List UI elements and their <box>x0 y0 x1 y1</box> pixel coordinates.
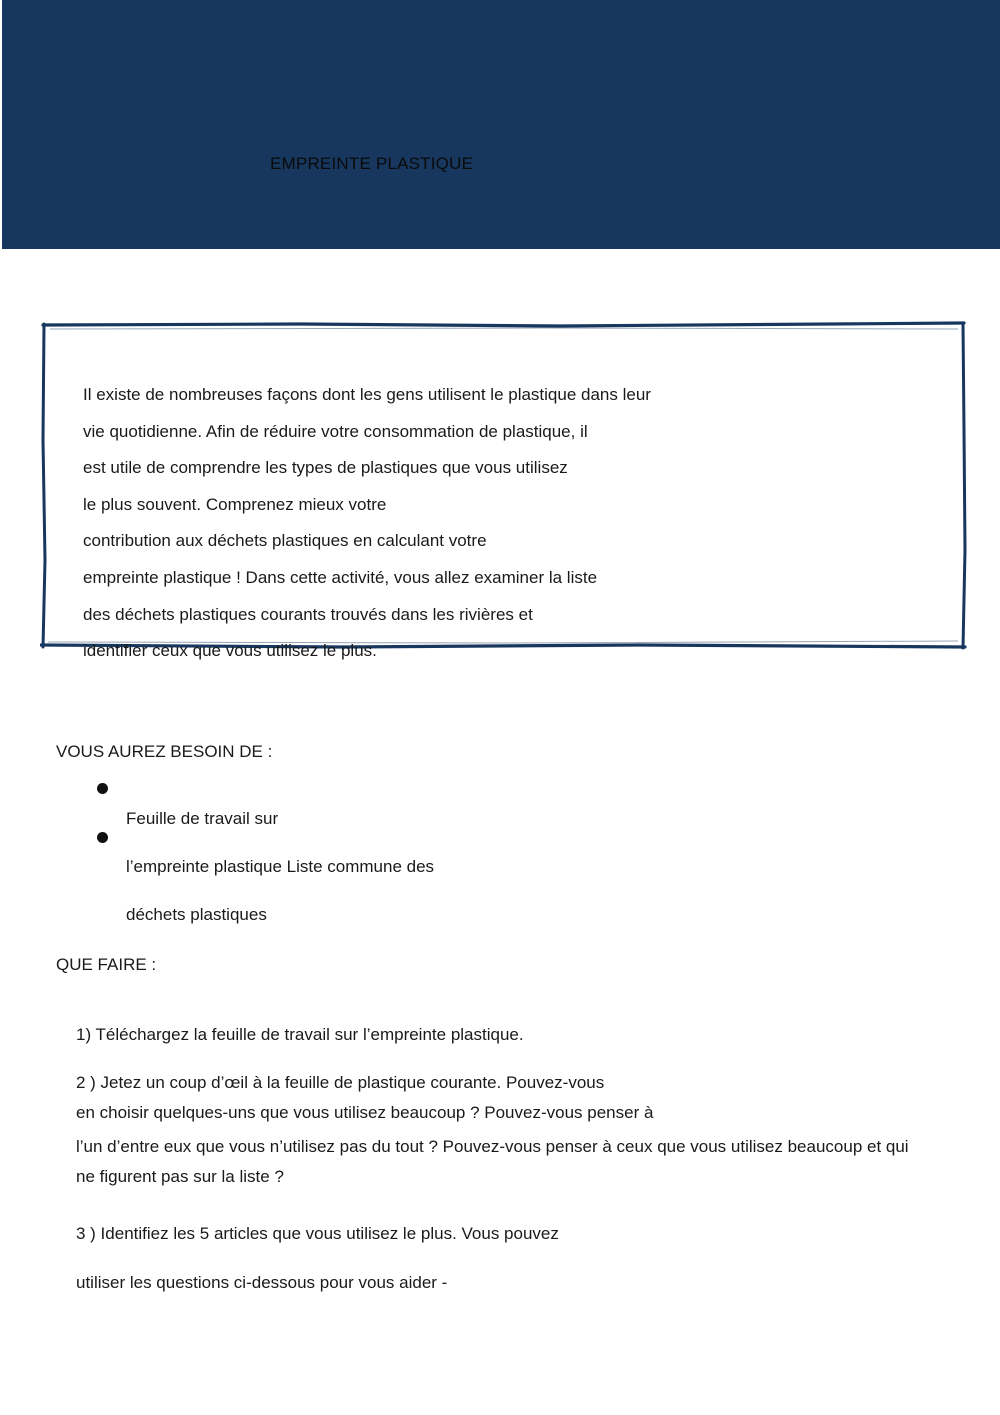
step-3-line: 3 ) Identifiez les 5 articles que vous utilisez le plus. Vous pouvez <box>76 1224 559 1243</box>
bullet-icon <box>97 783 108 794</box>
intro-line: Il existe de nombreuses façons dont les gens utilisent le plastique dans leur <box>83 385 651 404</box>
step-1: 1) Téléchargez la feuille de travail sur l’empreinte plastique. <box>76 1025 524 1044</box>
needs-item: Feuille de travail sur <box>126 809 279 828</box>
bullet-icon <box>97 832 108 843</box>
step-2-line: l’un d’entre eux que vous n’utilisez pas du tout ? Pouvez-vous penser à ceux que vous utilisez beaucoup et qui <box>76 1137 909 1156</box>
step-2-line: ne figurent pas sur la liste ? <box>76 1167 284 1186</box>
intro-line: des déchets plastiques courants trouvés dans les rivières et <box>83 604 533 624</box>
header-band <box>2 0 1000 249</box>
needs-heading: VOUS AUREZ BESOIN DE : <box>56 742 273 761</box>
needs-item: l’empreinte plastique Liste commune des <box>126 857 435 876</box>
intro-paragraph <box>83 377 723 670</box>
intro-line: le plus souvent. Comprenez mieux votre <box>83 494 387 514</box>
step-3-line: utiliser les questions ci-dessous pour vous aider - <box>76 1273 448 1292</box>
intro-line: vie quotidienne. Afin de réduire votre consommation de plastique, il <box>83 421 588 441</box>
intro-line: contribution aux déchets plastiques en calculant votre <box>83 531 487 551</box>
document-title: EMPREINTE PLASTIQUE <box>270 154 474 173</box>
step-2-line: en choisir quelques-uns que vous utilisez beaucoup ? Pouvez-vous penser à <box>76 1103 654 1122</box>
todo-heading: QUE FAIRE : <box>56 955 157 974</box>
intro-line: est utile de comprendre les types de plastiques que vous utilisez <box>83 458 568 478</box>
intro-line: identifier ceux que vous utilisez le plus. <box>83 641 377 661</box>
intro-line: empreinte plastique ! Dans cette activité, vous allez examiner la liste <box>83 567 598 587</box>
needs-item: déchets plastiques <box>126 905 267 924</box>
step-2-line: 2 ) Jetez un coup d’œil à la feuille de plastique courante. Pouvez-vous <box>76 1073 605 1092</box>
